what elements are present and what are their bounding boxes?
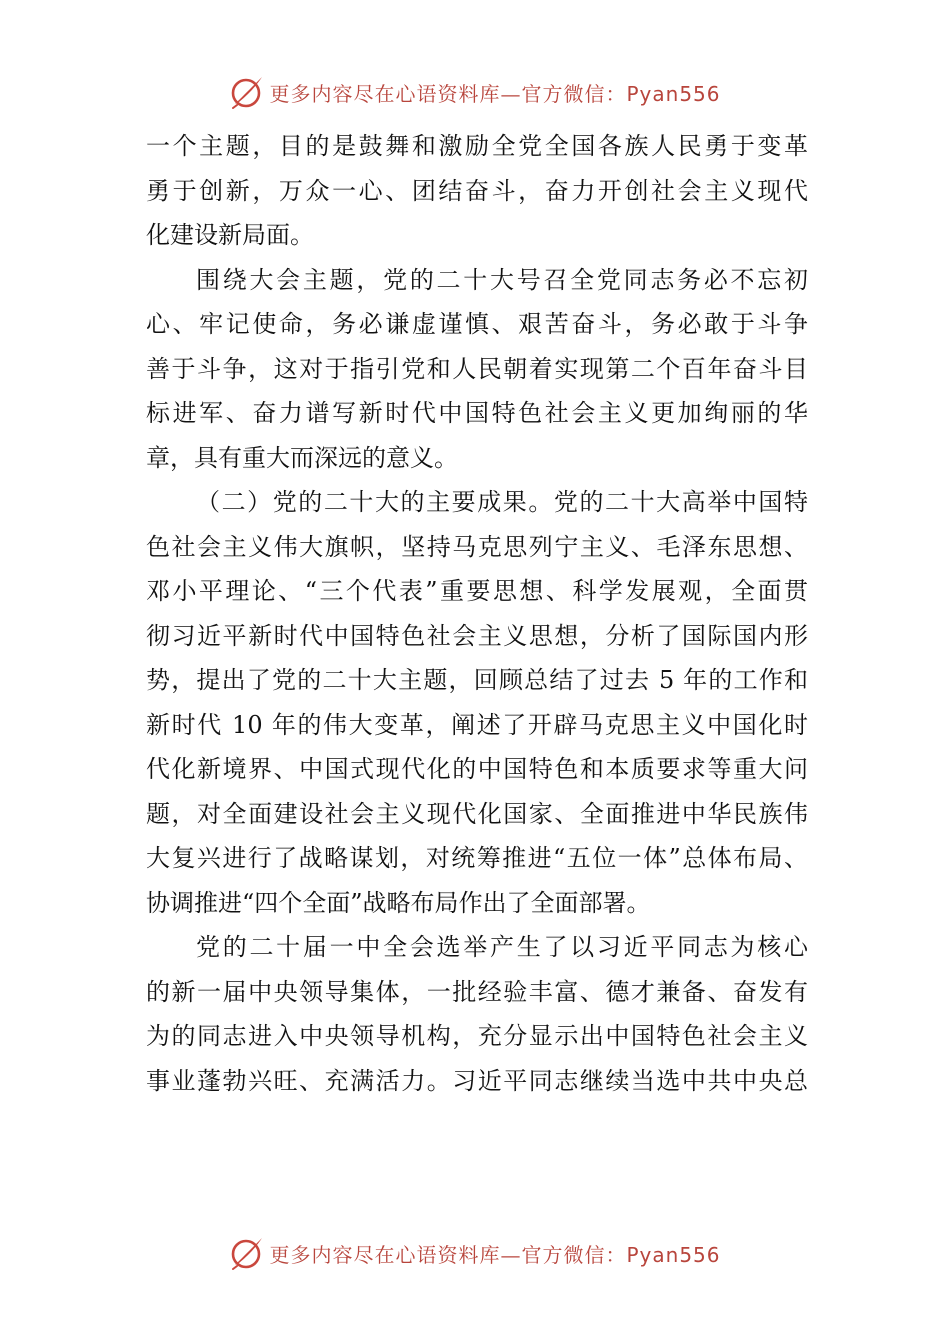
- body-line: 协调推进“四个全面”战略布局作出了全面部署。: [146, 888, 651, 917]
- body-line: 色社会主义伟大旗帜，坚持马克思列宁主义、毛泽东思想、: [146, 532, 808, 561]
- body-line: 党的二十届一中全会选举产生了以习近平同志为核心: [196, 933, 808, 961]
- body-line: 勇于创新，万众一心、团结奋斗，奋力开创社会主义现代: [146, 176, 808, 205]
- header-banner: [0, 72, 950, 112]
- body-line: 新时代 10 年的伟大变革，阐述了开辟马克思主义中国化时: [146, 710, 808, 739]
- quill-pen-logo-icon: [229, 1235, 265, 1271]
- body-line: 事业蓬勃兴旺、充满活力。习近平同志继续当选中共中央总: [146, 1066, 808, 1095]
- body-line: 善于斗争，这对于指引党和人民朝着实现第二个百年奋斗目: [146, 354, 808, 383]
- header-wechat-id: Pyan556: [626, 81, 721, 106]
- body-line: 势，提出了党的二十大主题，回顾总结了过去 5 年的工作和: [146, 666, 808, 694]
- footer-wechat-id: Pyan556: [626, 1242, 721, 1267]
- body-line: 的新一届中央领导集体，一批经验丰富、德才兼备、奋发有: [146, 977, 808, 1006]
- body-line: 化建设新局面。: [146, 221, 314, 249]
- body-line: 为的同志进入中央领导机构，充分显示出中国特色社会主义: [146, 1022, 808, 1050]
- body-line: 邓小平理论、“三个代表”重要思想、科学发展观，全面贯: [146, 577, 808, 605]
- body-line: （二）党的二十大的主要成果。党的二十大高举中国特: [196, 488, 808, 516]
- body-line: 代化新境界、中国式现代化的中国特色和本质要求等重大问: [146, 755, 808, 783]
- document-body: [146, 124, 808, 1103]
- body-line: 章，具有重大而深远的意义。: [146, 443, 458, 472]
- body-line: 题，对全面建设社会主义现代化国家、全面推进中华民族伟: [146, 799, 808, 828]
- body-line: 大复兴进行了战略谋划，对统筹推进“五位一体”总体布局、: [146, 844, 808, 872]
- quill-pen-logo-icon: [229, 74, 265, 110]
- body-line: 心、牢记使命，务必谦虚谨慎、艰苦奋斗，务必敢于斗争: [146, 310, 808, 338]
- header-banner-text: 更多内容尽在心语资料库—官方微信：Pyan556: [269, 81, 721, 106]
- footer-banner-text: 更多内容尽在心语资料库—官方微信：Pyan556: [269, 1242, 721, 1267]
- body-line: 标进军、奋力谱写新时代中国特色社会主义更加绚丽的华: [146, 399, 808, 427]
- body-line: 彻习近平新时代中国特色社会主义思想，分析了国际国内形: [146, 621, 808, 650]
- body-line: 一个主题，目的是鼓舞和激励全党全国各族人民勇于变革: [146, 132, 808, 160]
- footer-banner: [0, 1233, 950, 1273]
- body-line: 围绕大会主题，党的二十大号召全党同志务必不忘初: [196, 265, 808, 294]
